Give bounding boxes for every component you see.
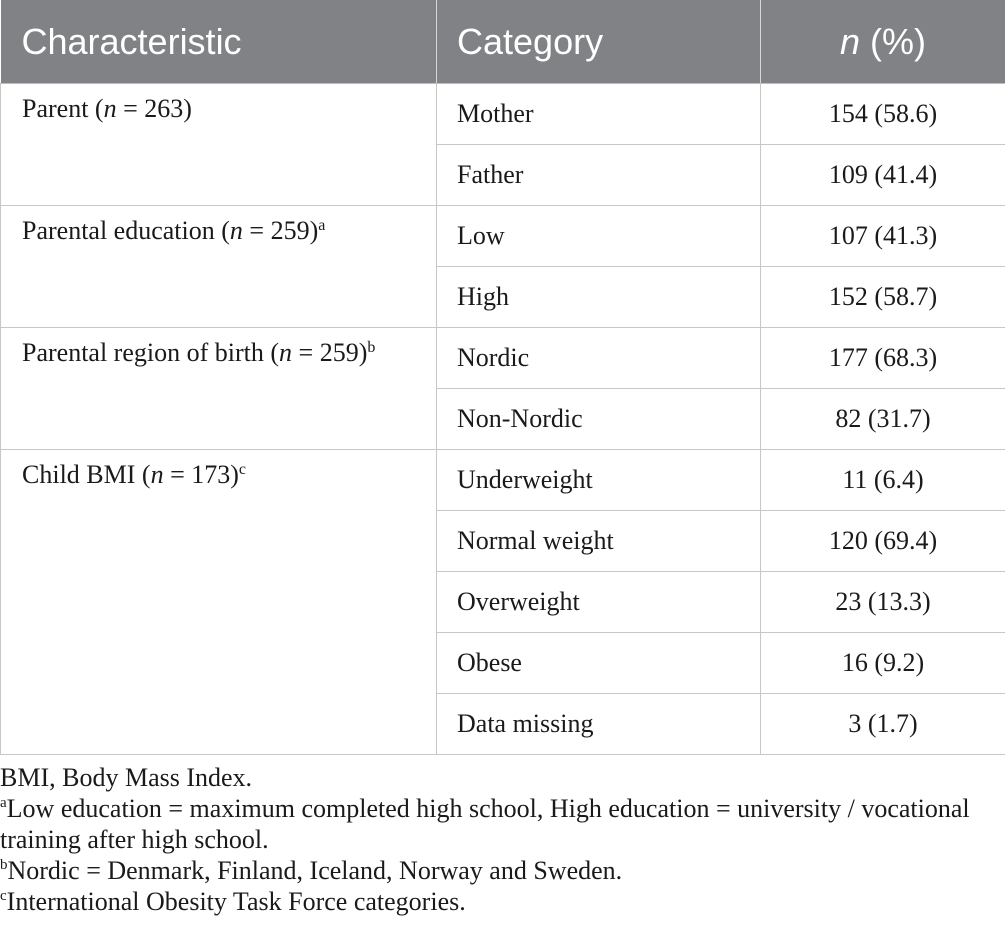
characteristic-label: Parent ( [22,94,104,123]
count-percent-cell: 154 (58.6) [761,84,1005,145]
category-cell: Overweight [437,572,761,633]
characteristic-n-value: = 173) [163,460,239,489]
header-category: Category [437,0,761,84]
header-n-suffix: (%) [860,20,927,62]
header-row [1,0,1005,84]
footnote-a-text: Low education = maximum completed high school, High education = university / vocational training after high school. [0,794,970,854]
footnote-b-mark: b [0,857,8,873]
table-header [1,0,1005,84]
category-cell: Non-Nordic [437,389,761,450]
characteristic-n-italic: n [150,460,164,489]
count-percent-cell: 177 (68.3) [761,328,1005,389]
table-row [1,206,1005,267]
table-row [1,450,1005,511]
footnote-abbreviation: BMI, Body Mass Index. [0,763,253,792]
characteristic-n-italic: n [229,216,243,245]
count-percent-cell: 107 (41.3) [761,206,1005,267]
footnote-a [0,793,1005,855]
count-percent-cell: 82 (31.7) [761,389,1005,450]
count-percent-cell: 3 (1.7) [761,694,1005,755]
count-percent-cell: 109 (41.4) [761,145,1005,206]
footnote-a-mark: a [0,795,7,811]
characteristic-n-italic: n [279,338,293,367]
footnote-b [0,855,1005,886]
count-percent-cell: 23 (13.3) [761,572,1005,633]
count-percent-cell: 120 (69.4) [761,511,1005,572]
category-cell: High [437,267,761,328]
count-percent-cell: 16 (9.2) [761,633,1005,694]
characteristic-cell [1,84,437,206]
count-percent-cell: 11 (6.4) [761,450,1005,511]
category-cell: Underweight [437,450,761,511]
characteristic-label: Child BMI ( [22,460,151,489]
characteristic-footnote-mark: a [318,217,326,234]
table-body [1,84,1005,755]
footnote-b-text: Nordic = Denmark, Finland, Iceland, Norway and Sweden. [7,856,623,885]
category-cell: Obese [437,633,761,694]
footnote-c-text: International Obesity Task Force categories. [6,887,466,916]
characteristic-n-value: = 259) [292,338,368,367]
characteristic-footnote-mark: b [367,339,376,356]
characteristic-footnote-mark: c [238,461,247,478]
header-n-italic: n [839,20,861,62]
characteristic-cell [1,206,437,328]
count-percent-cell: 152 (58.7) [761,267,1005,328]
category-cell: Normal weight [437,511,761,572]
category-cell: Mother [437,84,761,145]
category-cell: Data missing [437,694,761,755]
footnote-c-mark: c [0,888,7,904]
characteristic-cell [1,328,437,450]
characteristic-n-value: = 263) [116,94,192,123]
characteristic-label: Parental education ( [22,216,230,245]
characteristic-n-value: = 259) [242,216,319,245]
category-cell: Father [437,145,761,206]
characteristic-cell [1,450,437,755]
characteristic-n-italic: n [103,94,117,123]
table-row [1,84,1005,145]
category-cell: Nordic [437,328,761,389]
footnote-c [0,886,1005,917]
category-cell: Low [437,206,761,267]
table-footnotes [0,762,1005,917]
header-characteristic: Characteristic [1,0,437,84]
header-n-percent [761,0,1005,84]
table-row [1,328,1005,389]
characteristic-label: Parental region of birth ( [22,338,280,367]
